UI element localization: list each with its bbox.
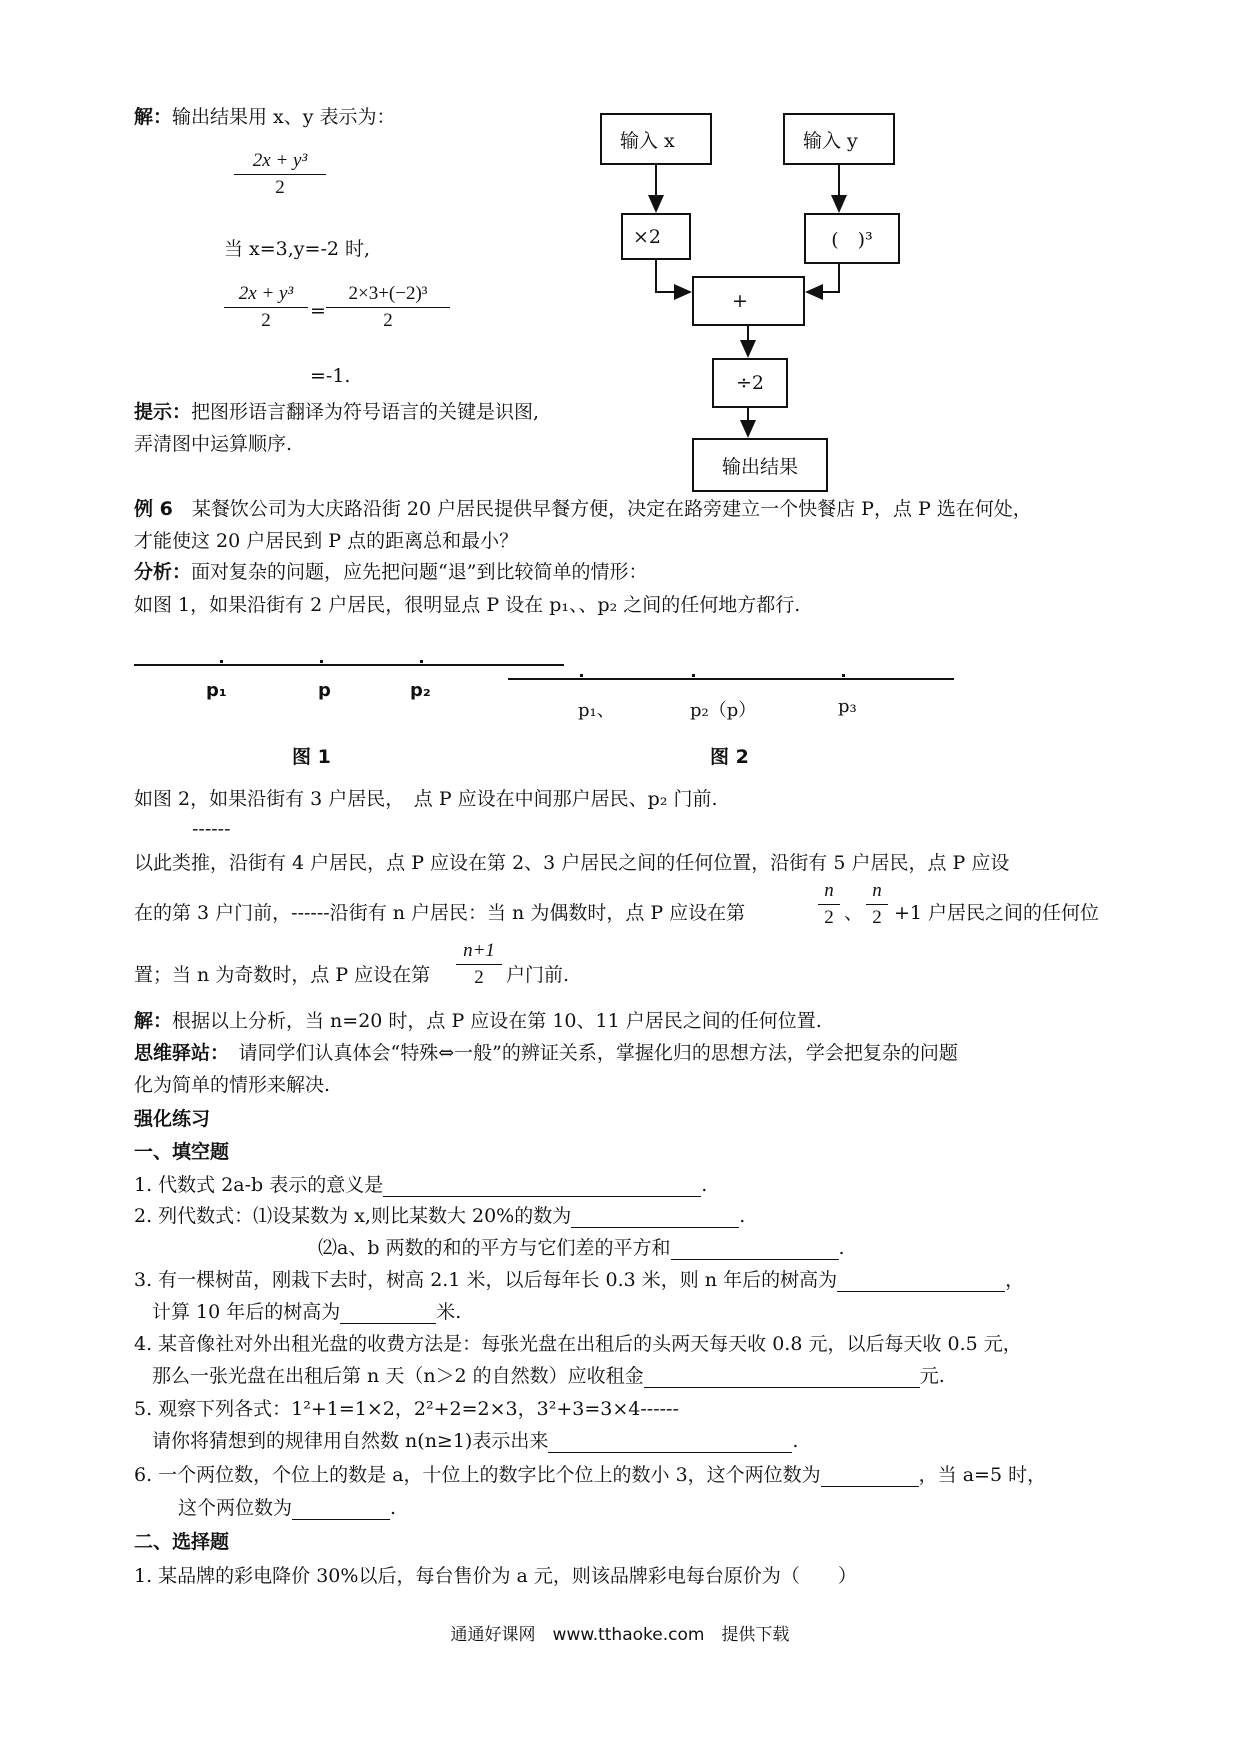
question-6	[134, 1460, 1046, 1487]
figure2-point-p3	[842, 674, 845, 677]
expression-numerator: 2x + y³	[252, 150, 308, 171]
choice-question-1: 1. 某品牌的彩电降价 30%以后，每台售价为 a 元，则该品牌彩电每台原价为（ ）	[134, 1565, 857, 1587]
plus-box: +	[692, 276, 805, 326]
answer-blank-1[interactable]	[383, 1176, 701, 1197]
thinking-line-2: 化为简单的情形来解决.	[134, 1074, 331, 1096]
page-footer: 通通好课网 www.tthaoke.com 提供下载	[450, 1625, 790, 1645]
rhs-denominator: 2	[383, 310, 393, 331]
figure2-street-line	[508, 678, 954, 680]
figure1-caption: 图 1	[292, 746, 331, 768]
question-5b-end: .	[792, 1430, 799, 1452]
multiply-two-box: ×2	[621, 213, 691, 260]
cube-box: ( )³	[804, 213, 900, 264]
thinking-text: 请同学们认真体会“特殊⇔一般”的辨证关系，掌握化归的思想方法，学会把复杂的问题	[219, 1042, 958, 1064]
question-3	[134, 1265, 1024, 1292]
question-3-text: 3. 有一棵树苗，刚栽下去时，树高 2.1 米，以后每年长 0.3 米，则 n 年后的树高为	[134, 1269, 838, 1291]
separator: 、	[844, 902, 864, 924]
question-4b	[152, 1361, 945, 1388]
analysis-label: 分析：	[134, 561, 192, 583]
practice-title: 强化练习	[134, 1108, 211, 1130]
question-2-end: .	[739, 1205, 746, 1227]
section-multiple-choice: 二、选择题	[134, 1531, 230, 1553]
continuation-dashes: ------	[192, 818, 231, 840]
fraction-n-over-2	[818, 880, 840, 929]
solution-label: 解：	[134, 106, 173, 128]
answer-blank-2b[interactable]	[671, 1239, 839, 1260]
example6-line-1	[134, 494, 1032, 521]
figure2-caption: 图 2	[710, 746, 749, 768]
question-6b-text: 这个两位数为	[178, 1497, 293, 1519]
hint-label: 提示：	[134, 401, 192, 423]
figure2-description: 如图 2，如果沿街有 3 户居民， 点 P 应设在中间那户居民、p₂ 门前.	[134, 788, 718, 810]
question-2b-end: .	[838, 1237, 845, 1259]
equals-sign: =	[310, 300, 326, 322]
pattern-line-c: 置；当 n 为奇数时，点 P 应设在第	[134, 964, 431, 986]
question-6b-end: .	[390, 1497, 397, 1519]
rhs-numerator: 2×3+(−2)³	[348, 283, 428, 304]
question-3b-end: 米.	[436, 1301, 462, 1323]
solution2-text: 根据以上分析，当 n=20 时，点 P 应设在第 10、11 户居民之间的任何位置.	[172, 1010, 822, 1032]
question-3-end: ，	[1005, 1269, 1025, 1291]
question-5b	[152, 1426, 798, 1453]
answer-blank-6a[interactable]	[821, 1466, 919, 1487]
analysis-text: 面对复杂的问题，应先把问题“退”到比较简单的情形：	[191, 561, 648, 583]
example6-label: 例 6	[134, 498, 173, 520]
figure1-point-p2	[420, 660, 423, 663]
answer-blank-6b[interactable]	[292, 1499, 390, 1520]
fraction-n-over-2-b	[866, 880, 888, 929]
figure1-point-p1	[220, 660, 223, 663]
solution-intro: 输出结果用 x、y 表示为：	[172, 106, 396, 128]
question-2b	[318, 1233, 845, 1260]
answer-blank-2a[interactable]	[571, 1207, 739, 1228]
figure1-label-p: p	[318, 680, 331, 701]
question-3b-text: 计算 10 年后的树高为	[152, 1301, 341, 1323]
pattern-line-c-end: 户门前.	[506, 964, 570, 986]
figure2-point-p2	[692, 674, 695, 677]
thinking-line-1	[134, 1038, 958, 1065]
figure2-point-p1	[580, 674, 583, 677]
pattern-line-b: 在的第 3 户门前，------沿街有 n 户居民：当 n 为偶数时，点 P 应设在第	[134, 902, 746, 924]
frac-denominator: 2	[474, 967, 484, 988]
output-box: 输出结果	[692, 438, 828, 492]
figure1-street-line	[134, 664, 564, 666]
question-4b-text: 那么一张光盘在出租后第 n 天（n＞2 的自然数）应收租金	[152, 1365, 644, 1387]
question-2	[134, 1201, 745, 1228]
solution2-line	[134, 1006, 822, 1033]
question-6-mid: ，当 a=5 时，	[918, 1464, 1047, 1486]
fraction-bar	[456, 964, 502, 965]
question-1-text: 1. 代数式 2a-b 表示的意义是	[134, 1174, 384, 1196]
question-4b-end: 元.	[919, 1365, 945, 1387]
hint-line-2: 弄清图中运算顺序.	[134, 433, 293, 455]
figure1-point-p	[320, 660, 323, 663]
lhs-numerator: 2x + y³	[238, 283, 294, 304]
answer-blank-4[interactable]	[644, 1367, 920, 1388]
when-condition: 当 x=3,y=-2 时,	[224, 238, 371, 260]
input-y-box: 输入 y	[783, 113, 895, 165]
fraction-bar	[818, 904, 840, 905]
question-2b-text: ⑵a、b 两数的和的平方与它们差的平方和	[318, 1237, 671, 1259]
solution2-label: 解：	[134, 1010, 173, 1032]
hint-text: 把图形语言翻译为符号语言的关键是识图,	[191, 401, 540, 423]
question-2-text: 2. 列代数式：⑴设某数为 x,则比某数大 20%的数为	[134, 1205, 572, 1227]
frac-numerator: n	[824, 880, 834, 901]
section-fill-in: 一、填空题	[134, 1141, 230, 1163]
figure2-label-p2: p₂（p）	[690, 700, 757, 721]
question-5: 5. 观察下列各式：1²+1=1×2，2²+2=2×3，3²+3=3×4------	[134, 1398, 679, 1420]
pattern-line-a: 以此类推，沿街有 4 户居民，点 P 应设在第 2、3 户居民之间的任何位置，沿街有 5 户居民，点 P 应设	[134, 852, 1010, 874]
answer-blank-3a[interactable]	[837, 1271, 1005, 1292]
thinking-label: 思维驿站：	[134, 1042, 220, 1064]
frac-numerator: n+1	[463, 940, 495, 961]
example6-text: 某餐饮公司为大庆路沿街 20 户居民提供早餐方便，决定在路旁建立一个快餐店 P，点 P 选在何处，	[191, 498, 1032, 520]
question-4: 4. 某音像社对外出租光盘的收费方法是：每张光盘在出租后的头两天每天收 0.8 元，以后每天收 0.5 元，	[134, 1333, 1022, 1355]
figure1-label-p1: p₁	[206, 680, 227, 701]
question-3b	[152, 1297, 461, 1324]
frac-denominator: 2	[872, 907, 882, 928]
question-6-text: 6. 一个两位数，个位上的数是 a，十位上的数字比个位上的数小 3，这个两位数为	[134, 1464, 821, 1486]
frac-numerator: n	[872, 880, 882, 901]
result-value: =-1.	[310, 365, 351, 387]
question-1-end: .	[701, 1174, 708, 1196]
flowchart-arrows	[0, 0, 1240, 520]
lhs-denominator: 2	[261, 310, 271, 331]
frac-denominator: 2	[824, 907, 834, 928]
question-1	[134, 1170, 707, 1197]
question-6b	[178, 1493, 396, 1520]
example6-line-2: 才能使这 20 户居民到 P 点的距离总和最小？	[134, 530, 519, 552]
expression-denominator: 2	[275, 177, 285, 198]
figure1-description: 如图 1，如果沿街有 2 户居民，很明显点 P 设在 p₁、、p₂ 之间的任何地方都行.	[134, 594, 801, 616]
question-5b-text: 请你将猜想到的规律用自然数 n(n≥1)表示出来	[152, 1430, 549, 1452]
answer-blank-5[interactable]	[548, 1432, 792, 1453]
fraction-bar	[866, 904, 888, 905]
analysis-line	[134, 557, 647, 584]
figure2-label-p3: p₃	[838, 696, 857, 717]
pattern-line-b-end: +1 户居民之间的任何位	[894, 902, 1100, 924]
divide-two-box: ÷2	[712, 358, 788, 408]
fraction-n-plus-1-over-2	[456, 940, 502, 989]
figure2-label-p1: p₁、	[578, 700, 615, 721]
input-x-box: 输入 x	[600, 113, 712, 165]
figure1-label-p2: p₂	[410, 680, 431, 701]
answer-blank-3b[interactable]	[340, 1303, 436, 1324]
